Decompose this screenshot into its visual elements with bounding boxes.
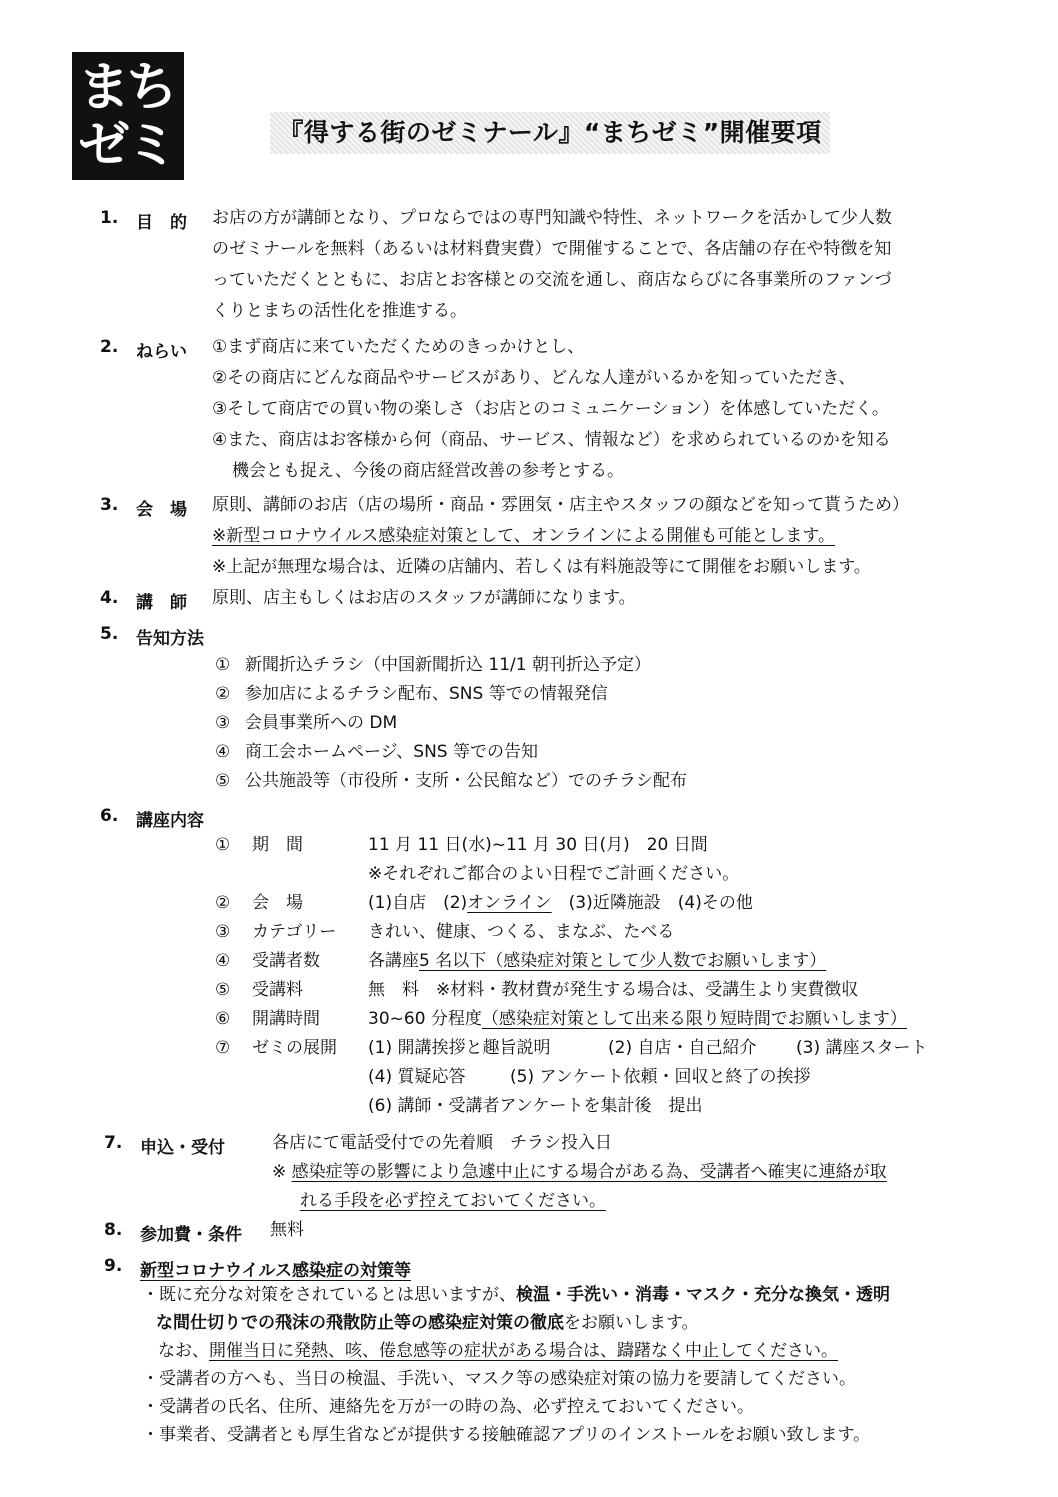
document-title: 『得する街のゼミナール』“まちゼミ”開催要項 — [270, 112, 830, 154]
row-number: ⑤ — [215, 980, 231, 1000]
section-1-heading: 目 的 — [136, 213, 187, 233]
row-number: ③ — [215, 922, 231, 942]
list-item: 商工会ホームページ、SNS 等での告知 — [245, 742, 539, 762]
section-9-line: ・事業者、受講者とも厚生省などが提供する接触確認アプリのインストールをお願い致します。 — [142, 1425, 871, 1445]
section-9-line: なお、開催当日に発熱、咳、倦怠感等の症状がある場合は、躊躇なく中止してください。 — [158, 1341, 838, 1361]
row-value: 11 月 11 日(水)~11 月 30 日(月) 20 日間 — [368, 835, 708, 855]
row-value: 30~60 分程度（感染症対策として出来る限り短時間でお願いします） — [368, 1009, 907, 1029]
row-value: (1) 開講挨拶と趣旨説明 — [368, 1038, 551, 1058]
row-key: 会 場 — [252, 893, 303, 913]
section-2-line: ④また、商店はお客様から何（商品、サービス、情報など）を求められているのかを知る — [212, 430, 891, 450]
section-2-line: ①まず商店に来ていただくためのきっかけとし、 — [212, 337, 585, 357]
section-3-number: 3. — [100, 495, 119, 515]
section-3-line: ※上記が無理な場合は、近隣の店舗内、若しくは有料施設等にて開催をお願いします。 — [212, 557, 871, 577]
section-1-line: っていただくとともに、お店とお客様との交流を通し、商店ならびに各事業所のファンづ — [212, 270, 892, 290]
list-item: 参加店によるチラシ配布、SNS 等での情報発信 — [245, 684, 608, 704]
logo-text-zemi: ゼミ — [78, 116, 175, 176]
list-item-number: ③ — [215, 713, 231, 733]
logo-text-machi: まち — [78, 58, 175, 118]
section-7-number: 7. — [104, 1133, 123, 1153]
list-item-number: ① — [215, 655, 231, 675]
row-key: 期 間 — [252, 835, 303, 855]
section-9-line: ・受講者の氏名、住所、連絡先を万が一の時の為、必ず控えておいてください。 — [142, 1397, 754, 1417]
row-value: きれい、健康、つくる、まなぶ、たべる — [368, 922, 675, 942]
row-key: ゼミの展開 — [252, 1038, 337, 1058]
section-1-number: 1. — [100, 208, 119, 228]
section-8-text: 無料 — [270, 1220, 304, 1240]
row-number: ④ — [215, 951, 231, 971]
section-2-line: ②その商店にどんな商品やサービスがあり、どんな人達がいるかを知っていただき、 — [212, 368, 856, 388]
section-4-heading: 講 師 — [136, 593, 187, 613]
list-item: 公共施設等（市役所・支所・公民館など）でのチラシ配布 — [245, 771, 687, 791]
list-item-number: ④ — [215, 742, 231, 762]
section-7-heading: 申込・受付 — [140, 1138, 225, 1158]
list-item: 会員事業所への DM — [245, 713, 398, 733]
section-1-line: のゼミナールを無料（あるいは材料費実費）で開催することで、各店舗の存在や特徴を知 — [212, 239, 892, 259]
section-8-number: 8. — [104, 1220, 123, 1240]
section-3-line-underlined: ※新型コロナウイルス感染症対策として、オンラインによる開催も可能とします。 — [212, 526, 836, 546]
row-number: ① — [215, 835, 231, 855]
row-value: 無 料 ※材料・教材費が発生する場合は、受講生より実費徴収 — [368, 980, 859, 1000]
section-9-number: 9. — [104, 1256, 123, 1276]
section-8-heading: 参加費・条件 — [140, 1225, 242, 1245]
section-2-number: 2. — [100, 337, 119, 357]
section-1-line: くりとまちの活性化を推進する。 — [212, 301, 467, 321]
row-value: (5) アンケート依頼・回収と終了の挨拶 — [510, 1067, 811, 1087]
section-3-line: 原則、講師のお店（店の場所・商品・雰囲気・店主やスタッフの顔などを知って貰うため） — [212, 495, 909, 515]
section-9-line: ・既に充分な対策をされているとは思いますが、検温・手洗い・消毒・マスク・充分な換気・透明 — [142, 1285, 890, 1305]
section-9-line: ・受講者の方へも、当日の検温、手洗い、マスク等の感染症対策の協力を要請してください。 — [142, 1369, 856, 1389]
row-number: ② — [215, 893, 231, 913]
section-2-line: 機会とも捉え、今後の商店経営改善の参考とする。 — [232, 461, 625, 481]
section-2-heading: ねらい — [136, 342, 187, 362]
row-value: (4) 質疑応答 — [368, 1067, 466, 1087]
row-key: カテゴリー — [252, 922, 337, 942]
row-value: (2) 自店・自己紹介 — [608, 1038, 757, 1058]
section-7-note: れる手段を必ず控えておいてください。 — [300, 1191, 606, 1211]
row-value: (6) 講師・受講者アンケートを集計後 提出 — [368, 1096, 703, 1116]
list-item-number: ② — [215, 684, 231, 704]
section-1-line: お店の方が講師となり、プロならではの専門知識や特性、ネットワークを活かして少人数 — [212, 208, 892, 228]
section-7-text: 各店にて電話受付での先着順 チラシ投入日 — [272, 1133, 612, 1153]
section-9-heading: 新型コロナウイルス感染症の対策等 — [140, 1261, 411, 1281]
row-key: 開講時間 — [252, 1009, 320, 1029]
row-value-note: ※それぞれご都合のよい日程でご計画ください。 — [368, 864, 740, 884]
section-4-number: 4. — [100, 588, 119, 608]
list-item: 新聞折込チラシ（中国新聞折込 11/1 朝刊折込予定） — [245, 655, 651, 675]
row-key: 受講者数 — [252, 951, 320, 971]
section-2-line: ③そして商店での買い物の楽しさ（お店とのコミュニケーション）を体感していただく。 — [212, 399, 889, 419]
row-key: 受講料 — [252, 980, 303, 1000]
section-7-note: ※ 感染症等の影響により急遽中止にする場合がある為、受講者へ確実に連絡が取 — [272, 1162, 887, 1182]
section-6-heading: 講座内容 — [136, 811, 204, 831]
list-item-number: ⑤ — [215, 771, 231, 791]
section-9-line: な間仕切りでの飛沫の飛散防止等の感染症対策の徹底をお願いします。 — [156, 1313, 699, 1333]
row-value: (3) 講座スタート — [796, 1038, 928, 1058]
section-3-heading: 会 場 — [136, 500, 187, 520]
section-5-heading: 告知方法 — [136, 629, 204, 649]
row-number: ⑦ — [215, 1038, 231, 1058]
section-5-number: 5. — [100, 624, 119, 644]
machizemi-logo — [72, 52, 184, 180]
section-6-number: 6. — [100, 806, 119, 826]
section-4-text: 原則、店主もしくはお店のスタッフが講師になります。 — [212, 588, 636, 608]
row-value: 各講座5 名以下（感染症対策として少人数でお願いします） — [368, 951, 827, 971]
row-value: (1)自店 (2)オンライン (3)近隣施設 (4)その他 — [368, 893, 753, 913]
row-number: ⑥ — [215, 1009, 231, 1029]
